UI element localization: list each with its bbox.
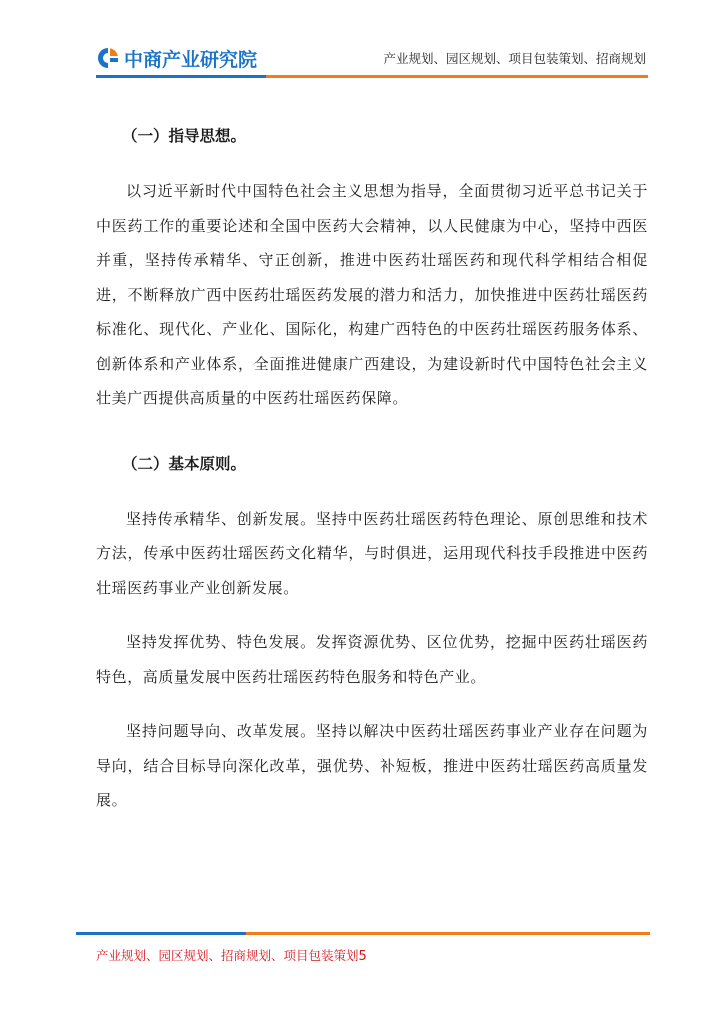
page-footer (96, 946, 367, 964)
page-header (0, 0, 724, 90)
header-rule-orange (266, 75, 648, 78)
section-heading-guiding-ideology: （一）指导思想。 (122, 127, 247, 145)
page-number: 5 (358, 949, 367, 964)
paragraph: 坚持传承精华、创新发展。坚持中医药壮瑶医药特色理论、原创思维和技术方法，传承中医药壮瑶医药文化精华，与时俱进，运用现代科技手段推进中医药壮瑶医药事业产业创新发展。 (96, 509, 648, 597)
paragraph: 坚持发挥优势、特色发展。发挥资源优势、区位优势，挖掘中医药壮瑶医药特色，高质量发展中医药壮瑶医药特色服务和特色产业。 (96, 633, 648, 686)
footer-tagline: 产业规划、园区规划、招商规划、项目包装策划 (96, 948, 359, 963)
footer-rule-orange (246, 932, 650, 935)
paragraph: 坚持问题导向、改革发展。坚持以解决中医药壮瑶医药事业产业存在问题为导向，结合目标导向深化改革，强优势、补短板，推进中医药壮瑶医药高质量发展。 (96, 722, 648, 809)
paragraph: 以习近平新时代中国特色社会主义思想为指导，全面贯彻习近平总书记关于中医药工作的重要论述和全国中医药大会精神，以人民健康为中心，坚持中西医并重，坚持传承精华、守正创新，推进中医药壮瑶医药和现代科学相结合相促进，不断释放广西中医药壮瑶医药发展的潜力和活力，加快推进中医药壮瑶医药标准化、现代化、产业化、国际化，构建广西特色的中医药壮瑶医药服务体系、创新体系和产业体系，全面推进健康广西建设，为建设新时代中国特色社会主义壮美广西提供高质量的中医药壮瑶医药保障。 (96, 182, 648, 407)
document-body (96, 118, 648, 818)
logo (96, 44, 257, 72)
logo-mark-icon (96, 46, 120, 70)
section-heading-basic-principles: （二）基本原则。 (122, 454, 247, 473)
logo-text: 中商产业研究院 (124, 48, 258, 71)
header-tagline: 产业规划、园区规划、项目包装策划、招商规划 (383, 51, 646, 66)
header-rule-blue (96, 75, 266, 78)
footer-rule-blue (76, 932, 246, 935)
